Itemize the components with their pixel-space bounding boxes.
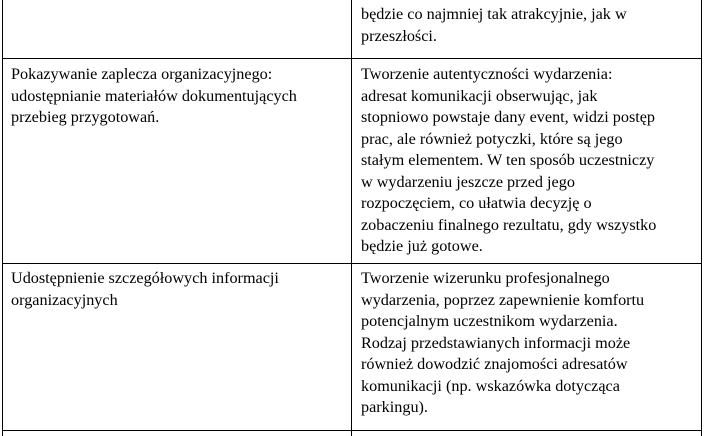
table-cell-r2-right: Tworzenie wizerunku profesjonalnego wydarzenia, poprzez zapewnienie komfortu potencjalnym uczestnikom wydarzenia. Rodzaj przedstawianych informacji może również dowodzić znajomości adresatów komunikacji (np. wskazówka dotycząca parkingu). xyxy=(361,269,645,416)
row-divider xyxy=(3,263,701,264)
table-cell-r0-right: będzie co najmniej tak atrakcyjnie, jak w przeszłości. xyxy=(361,5,627,45)
row-divider xyxy=(3,58,701,59)
table-cell-r2-left: Udostępnienie szczegółowych informacji organizacyjnych xyxy=(11,269,279,309)
table-cell-r1-left: Pokazywanie zaplecza organizacyjnego: udostępnianie materiałów dokumentujących przebieg przygotowań. xyxy=(11,65,297,126)
content-table xyxy=(2,0,702,436)
table-cell-r1-right: Tworzenie autentyczności wydarzenia: adresat komunikacji obserwując, jak stopniowo powstaje dany event, widzi postęp prac, ale również potyczki, które są jego stałym elementem. W ten sposób uczestniczy w wydarzeniu jeszcze przed jego rozpoczęciem, co ułatwia decyzję o zobaczeniu finalnego rezultatu, gdy wszystko będzie już gotowe. xyxy=(361,65,657,255)
column-divider xyxy=(351,0,352,436)
row-divider xyxy=(3,430,701,431)
